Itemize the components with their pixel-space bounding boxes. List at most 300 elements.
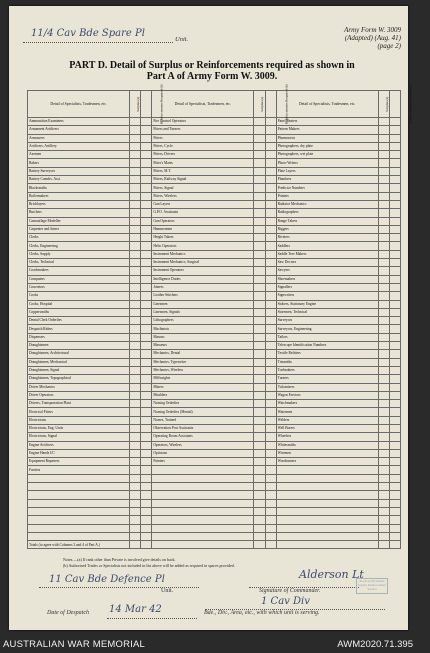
surplus-cell[interactable] xyxy=(130,524,141,532)
surplus-cell[interactable] xyxy=(378,516,389,524)
reinforcement-cell[interactable] xyxy=(265,516,276,524)
surplus-cell[interactable] xyxy=(130,383,141,391)
reinforcement-cell[interactable] xyxy=(265,225,276,233)
surplus-total-cell[interactable] xyxy=(378,541,389,549)
surplus-cell[interactable] xyxy=(130,391,141,399)
surplus-cell[interactable] xyxy=(254,400,265,408)
surplus-cell[interactable] xyxy=(378,126,389,134)
surplus-cell[interactable] xyxy=(254,176,265,184)
reinforcement-cell[interactable] xyxy=(141,192,152,200)
reinforcement-total-cell[interactable] xyxy=(389,541,400,549)
reinforcement-cell[interactable] xyxy=(389,209,400,217)
surplus-cell[interactable] xyxy=(254,449,265,457)
surplus-cell[interactable] xyxy=(254,491,265,499)
surplus-cell[interactable] xyxy=(254,441,265,449)
reinforcement-cell[interactable] xyxy=(141,184,152,192)
surplus-cell[interactable] xyxy=(254,184,265,192)
reinforcement-cell[interactable] xyxy=(265,483,276,491)
surplus-cell[interactable] xyxy=(130,516,141,524)
reinforcement-cell[interactable] xyxy=(265,366,276,374)
surplus-cell[interactable] xyxy=(378,466,389,474)
surplus-cell[interactable] xyxy=(378,491,389,499)
surplus-cell[interactable] xyxy=(130,408,141,416)
reinforcement-cell[interactable] xyxy=(389,225,400,233)
reinforcement-cell[interactable] xyxy=(265,242,276,250)
reinforcement-cell[interactable] xyxy=(389,474,400,482)
reinforcement-cell[interactable] xyxy=(141,250,152,258)
surplus-cell[interactable] xyxy=(378,333,389,341)
surplus-cell[interactable] xyxy=(254,300,265,308)
surplus-cell[interactable] xyxy=(254,391,265,399)
reinforcement-cell[interactable] xyxy=(389,424,400,432)
surplus-cell[interactable] xyxy=(130,167,141,175)
reinforcement-cell[interactable] xyxy=(389,200,400,208)
surplus-cell[interactable] xyxy=(254,259,265,267)
reinforcement-cell[interactable] xyxy=(389,325,400,333)
reinforcement-cell[interactable] xyxy=(389,259,400,267)
surplus-cell[interactable] xyxy=(378,441,389,449)
surplus-cell[interactable] xyxy=(130,317,141,325)
reinforcement-cell[interactable] xyxy=(141,483,152,491)
surplus-cell[interactable] xyxy=(254,507,265,515)
surplus-cell[interactable] xyxy=(254,275,265,283)
reinforcement-cell[interactable] xyxy=(389,151,400,159)
reinforcement-cell[interactable] xyxy=(141,424,152,432)
reinforcement-cell[interactable] xyxy=(141,433,152,441)
reinforcement-cell[interactable] xyxy=(141,333,152,341)
reinforcement-cell[interactable] xyxy=(265,192,276,200)
surplus-cell[interactable] xyxy=(378,292,389,300)
reinforcement-cell[interactable] xyxy=(389,375,400,383)
surplus-cell[interactable] xyxy=(378,342,389,350)
reinforcement-cell[interactable] xyxy=(389,308,400,316)
surplus-cell[interactable] xyxy=(378,234,389,242)
reinforcement-cell[interactable] xyxy=(265,433,276,441)
reinforcement-cell[interactable] xyxy=(265,499,276,507)
reinforcement-cell[interactable] xyxy=(141,267,152,275)
surplus-cell[interactable] xyxy=(378,300,389,308)
reinforcement-cell[interactable] xyxy=(389,507,400,515)
surplus-cell[interactable] xyxy=(254,408,265,416)
surplus-cell[interactable] xyxy=(378,400,389,408)
reinforcement-cell[interactable] xyxy=(265,424,276,432)
surplus-cell[interactable] xyxy=(130,176,141,184)
surplus-cell[interactable] xyxy=(254,433,265,441)
surplus-cell[interactable] xyxy=(254,118,265,126)
reinforcement-cell[interactable] xyxy=(141,532,152,540)
surplus-cell[interactable] xyxy=(378,483,389,491)
surplus-cell[interactable] xyxy=(378,267,389,275)
reinforcement-cell[interactable] xyxy=(389,317,400,325)
reinforcement-cell[interactable] xyxy=(141,366,152,374)
surplus-cell[interactable] xyxy=(378,225,389,233)
surplus-cell[interactable] xyxy=(130,259,141,267)
reinforcement-cell[interactable] xyxy=(265,118,276,126)
reinforcement-cell[interactable] xyxy=(389,242,400,250)
reinforcement-cell[interactable] xyxy=(265,134,276,142)
surplus-cell[interactable] xyxy=(130,151,141,159)
surplus-cell[interactable] xyxy=(254,458,265,466)
reinforcement-cell[interactable] xyxy=(141,491,152,499)
surplus-cell[interactable] xyxy=(378,532,389,540)
reinforcement-cell[interactable] xyxy=(389,250,400,258)
reinforcement-cell[interactable] xyxy=(389,217,400,225)
surplus-cell[interactable] xyxy=(130,126,141,134)
reinforcement-cell[interactable] xyxy=(141,474,152,482)
reinforcement-cell[interactable] xyxy=(389,433,400,441)
surplus-cell[interactable] xyxy=(378,366,389,374)
surplus-cell[interactable] xyxy=(254,333,265,341)
reinforcement-cell[interactable] xyxy=(389,333,400,341)
surplus-cell[interactable] xyxy=(130,275,141,283)
reinforcement-cell[interactable] xyxy=(141,350,152,358)
surplus-cell[interactable] xyxy=(130,532,141,540)
reinforcement-cell[interactable] xyxy=(141,524,152,532)
surplus-cell[interactable] xyxy=(378,159,389,167)
surplus-cell[interactable] xyxy=(130,234,141,242)
reinforcement-cell[interactable] xyxy=(141,151,152,159)
reinforcement-cell[interactable] xyxy=(141,142,152,150)
reinforcement-cell[interactable] xyxy=(265,300,276,308)
reinforcement-cell[interactable] xyxy=(141,167,152,175)
surplus-cell[interactable] xyxy=(130,483,141,491)
reinforcement-cell[interactable] xyxy=(265,391,276,399)
reinforcement-cell[interactable] xyxy=(389,234,400,242)
surplus-cell[interactable] xyxy=(378,192,389,200)
surplus-cell[interactable] xyxy=(378,375,389,383)
surplus-cell[interactable] xyxy=(130,499,141,507)
surplus-cell[interactable] xyxy=(254,474,265,482)
surplus-cell[interactable] xyxy=(378,134,389,142)
reinforcement-cell[interactable] xyxy=(389,184,400,192)
surplus-cell[interactable] xyxy=(254,325,265,333)
surplus-cell[interactable] xyxy=(378,449,389,457)
surplus-cell[interactable] xyxy=(130,375,141,383)
reinforcement-cell[interactable] xyxy=(389,516,400,524)
surplus-cell[interactable] xyxy=(378,217,389,225)
reinforcement-cell[interactable] xyxy=(265,449,276,457)
surplus-cell[interactable] xyxy=(378,383,389,391)
reinforcement-cell[interactable] xyxy=(265,200,276,208)
surplus-cell[interactable] xyxy=(378,358,389,366)
surplus-cell[interactable] xyxy=(130,250,141,258)
reinforcement-cell[interactable] xyxy=(141,342,152,350)
reinforcement-cell[interactable] xyxy=(389,167,400,175)
reinforcement-cell[interactable] xyxy=(265,383,276,391)
surplus-cell[interactable] xyxy=(254,366,265,374)
surplus-cell[interactable] xyxy=(130,491,141,499)
surplus-cell[interactable] xyxy=(254,466,265,474)
surplus-cell[interactable] xyxy=(254,167,265,175)
surplus-cell[interactable] xyxy=(130,458,141,466)
reinforcement-cell[interactable] xyxy=(141,516,152,524)
reinforcement-cell[interactable] xyxy=(265,176,276,184)
reinforcement-cell[interactable] xyxy=(389,391,400,399)
surplus-cell[interactable] xyxy=(130,292,141,300)
surplus-cell[interactable] xyxy=(130,424,141,432)
reinforcement-cell[interactable] xyxy=(389,458,400,466)
surplus-cell[interactable] xyxy=(130,400,141,408)
surplus-cell[interactable] xyxy=(254,209,265,217)
reinforcement-cell[interactable] xyxy=(141,209,152,217)
reinforcement-cell[interactable] xyxy=(265,474,276,482)
reinforcement-cell[interactable] xyxy=(141,118,152,126)
surplus-cell[interactable] xyxy=(378,524,389,532)
reinforcement-cell[interactable] xyxy=(265,159,276,167)
surplus-cell[interactable] xyxy=(130,300,141,308)
surplus-cell[interactable] xyxy=(254,225,265,233)
reinforcement-cell[interactable] xyxy=(389,416,400,424)
reinforcement-cell[interactable] xyxy=(265,217,276,225)
reinforcement-cell[interactable] xyxy=(141,507,152,515)
surplus-cell[interactable] xyxy=(130,267,141,275)
surplus-cell[interactable] xyxy=(254,250,265,258)
reinforcement-cell[interactable] xyxy=(141,441,152,449)
reinforcement-cell[interactable] xyxy=(389,134,400,142)
reinforcement-cell[interactable] xyxy=(389,383,400,391)
surplus-cell[interactable] xyxy=(254,151,265,159)
surplus-cell[interactable] xyxy=(378,118,389,126)
surplus-cell[interactable] xyxy=(130,449,141,457)
reinforcement-cell[interactable] xyxy=(389,449,400,457)
reinforcement-cell[interactable] xyxy=(265,267,276,275)
reinforcement-cell[interactable] xyxy=(141,217,152,225)
surplus-cell[interactable] xyxy=(254,342,265,350)
reinforcement-cell[interactable] xyxy=(265,491,276,499)
reinforcement-cell[interactable] xyxy=(141,325,152,333)
surplus-cell[interactable] xyxy=(378,250,389,258)
surplus-total-cell[interactable] xyxy=(130,541,141,549)
reinforcement-cell[interactable] xyxy=(141,200,152,208)
reinforcement-cell[interactable] xyxy=(265,308,276,316)
surplus-cell[interactable] xyxy=(130,358,141,366)
surplus-cell[interactable] xyxy=(254,424,265,432)
surplus-cell[interactable] xyxy=(254,134,265,142)
reinforcement-cell[interactable] xyxy=(389,342,400,350)
reinforcement-cell[interactable] xyxy=(141,317,152,325)
reinforcement-cell[interactable] xyxy=(389,292,400,300)
reinforcement-cell[interactable] xyxy=(389,491,400,499)
reinforcement-cell[interactable] xyxy=(389,192,400,200)
surplus-cell[interactable] xyxy=(378,458,389,466)
surplus-cell[interactable] xyxy=(130,333,141,341)
surplus-cell[interactable] xyxy=(130,474,141,482)
reinforcement-cell[interactable] xyxy=(389,283,400,291)
reinforcement-cell[interactable] xyxy=(141,383,152,391)
reinforcement-cell[interactable] xyxy=(141,283,152,291)
reinforcement-cell[interactable] xyxy=(389,142,400,150)
surplus-cell[interactable] xyxy=(378,184,389,192)
reinforcement-cell[interactable] xyxy=(389,350,400,358)
surplus-cell[interactable] xyxy=(378,433,389,441)
surplus-cell[interactable] xyxy=(378,142,389,150)
reinforcement-cell[interactable] xyxy=(389,524,400,532)
surplus-cell[interactable] xyxy=(130,441,141,449)
reinforcement-cell[interactable] xyxy=(265,283,276,291)
surplus-cell[interactable] xyxy=(378,416,389,424)
surplus-cell[interactable] xyxy=(378,308,389,316)
surplus-cell[interactable] xyxy=(378,275,389,283)
reinforcement-cell[interactable] xyxy=(141,358,152,366)
surplus-cell[interactable] xyxy=(254,358,265,366)
reinforcement-cell[interactable] xyxy=(141,292,152,300)
surplus-cell[interactable] xyxy=(130,466,141,474)
surplus-cell[interactable] xyxy=(254,375,265,383)
surplus-cell[interactable] xyxy=(254,200,265,208)
surplus-cell[interactable] xyxy=(254,192,265,200)
surplus-cell[interactable] xyxy=(254,532,265,540)
surplus-cell[interactable] xyxy=(130,192,141,200)
reinforcement-cell[interactable] xyxy=(389,126,400,134)
surplus-cell[interactable] xyxy=(254,283,265,291)
surplus-cell[interactable] xyxy=(378,200,389,208)
surplus-cell[interactable] xyxy=(254,142,265,150)
surplus-cell[interactable] xyxy=(378,507,389,515)
reinforcement-cell[interactable] xyxy=(389,176,400,184)
reinforcement-cell[interactable] xyxy=(265,358,276,366)
surplus-cell[interactable] xyxy=(378,350,389,358)
reinforcement-cell[interactable] xyxy=(265,466,276,474)
surplus-cell[interactable] xyxy=(130,283,141,291)
reinforcement-cell[interactable] xyxy=(265,441,276,449)
reinforcement-cell[interactable] xyxy=(141,300,152,308)
reinforcement-cell[interactable] xyxy=(389,300,400,308)
reinforcement-cell[interactable] xyxy=(389,366,400,374)
reinforcement-cell[interactable] xyxy=(389,483,400,491)
reinforcement-total-cell[interactable] xyxy=(265,541,276,549)
surplus-cell[interactable] xyxy=(254,499,265,507)
surplus-cell[interactable] xyxy=(130,433,141,441)
reinforcement-cell[interactable] xyxy=(265,142,276,150)
surplus-cell[interactable] xyxy=(254,308,265,316)
reinforcement-cell[interactable] xyxy=(265,325,276,333)
reinforcement-cell[interactable] xyxy=(141,159,152,167)
reinforcement-cell[interactable] xyxy=(265,275,276,283)
reinforcement-cell[interactable] xyxy=(265,524,276,532)
surplus-cell[interactable] xyxy=(130,308,141,316)
surplus-cell[interactable] xyxy=(130,142,141,150)
surplus-cell[interactable] xyxy=(254,524,265,532)
reinforcement-cell[interactable] xyxy=(141,126,152,134)
surplus-total-cell[interactable] xyxy=(254,541,265,549)
surplus-cell[interactable] xyxy=(254,126,265,134)
surplus-cell[interactable] xyxy=(378,283,389,291)
surplus-cell[interactable] xyxy=(378,259,389,267)
reinforcement-cell[interactable] xyxy=(141,308,152,316)
reinforcement-cell[interactable] xyxy=(265,317,276,325)
reinforcement-cell[interactable] xyxy=(265,416,276,424)
surplus-cell[interactable] xyxy=(378,474,389,482)
surplus-cell[interactable] xyxy=(130,507,141,515)
surplus-cell[interactable] xyxy=(378,176,389,184)
reinforcement-cell[interactable] xyxy=(265,167,276,175)
reinforcement-cell[interactable] xyxy=(141,234,152,242)
surplus-cell[interactable] xyxy=(254,292,265,300)
reinforcement-cell[interactable] xyxy=(141,242,152,250)
surplus-cell[interactable] xyxy=(254,350,265,358)
surplus-cell[interactable] xyxy=(130,342,141,350)
reinforcement-cell[interactable] xyxy=(265,234,276,242)
surplus-cell[interactable] xyxy=(378,209,389,217)
surplus-cell[interactable] xyxy=(130,159,141,167)
surplus-cell[interactable] xyxy=(254,234,265,242)
surplus-cell[interactable] xyxy=(254,217,265,225)
surplus-cell[interactable] xyxy=(378,317,389,325)
reinforcement-cell[interactable] xyxy=(141,499,152,507)
reinforcement-cell[interactable] xyxy=(141,449,152,457)
reinforcement-cell[interactable] xyxy=(389,358,400,366)
surplus-cell[interactable] xyxy=(254,483,265,491)
reinforcement-cell[interactable] xyxy=(141,134,152,142)
reinforcement-cell[interactable] xyxy=(265,507,276,515)
surplus-cell[interactable] xyxy=(130,366,141,374)
surplus-cell[interactable] xyxy=(378,151,389,159)
reinforcement-cell[interactable] xyxy=(265,250,276,258)
reinforcement-cell[interactable] xyxy=(265,292,276,300)
reinforcement-cell[interactable] xyxy=(389,441,400,449)
surplus-cell[interactable] xyxy=(254,159,265,167)
reinforcement-cell[interactable] xyxy=(389,532,400,540)
reinforcement-cell[interactable] xyxy=(141,408,152,416)
reinforcement-cell[interactable] xyxy=(265,375,276,383)
surplus-cell[interactable] xyxy=(378,499,389,507)
reinforcement-cell[interactable] xyxy=(265,184,276,192)
reinforcement-cell[interactable] xyxy=(389,408,400,416)
reinforcement-cell[interactable] xyxy=(265,209,276,217)
reinforcement-cell[interactable] xyxy=(389,466,400,474)
reinforcement-cell[interactable] xyxy=(389,499,400,507)
reinforcement-total-cell[interactable] xyxy=(141,541,152,549)
reinforcement-cell[interactable] xyxy=(265,333,276,341)
reinforcement-cell[interactable] xyxy=(141,458,152,466)
surplus-cell[interactable] xyxy=(254,516,265,524)
reinforcement-cell[interactable] xyxy=(265,400,276,408)
surplus-cell[interactable] xyxy=(378,167,389,175)
reinforcement-cell[interactable] xyxy=(389,118,400,126)
surplus-cell[interactable] xyxy=(130,217,141,225)
reinforcement-cell[interactable] xyxy=(141,259,152,267)
reinforcement-cell[interactable] xyxy=(141,375,152,383)
surplus-cell[interactable] xyxy=(378,408,389,416)
surplus-cell[interactable] xyxy=(130,325,141,333)
surplus-cell[interactable] xyxy=(254,242,265,250)
surplus-cell[interactable] xyxy=(378,424,389,432)
surplus-cell[interactable] xyxy=(130,225,141,233)
reinforcement-cell[interactable] xyxy=(265,532,276,540)
reinforcement-cell[interactable] xyxy=(141,416,152,424)
surplus-cell[interactable] xyxy=(254,317,265,325)
surplus-cell[interactable] xyxy=(254,267,265,275)
reinforcement-cell[interactable] xyxy=(141,275,152,283)
surplus-cell[interactable] xyxy=(130,184,141,192)
surplus-cell[interactable] xyxy=(130,209,141,217)
surplus-cell[interactable] xyxy=(130,118,141,126)
surplus-cell[interactable] xyxy=(130,416,141,424)
surplus-cell[interactable] xyxy=(378,242,389,250)
reinforcement-cell[interactable] xyxy=(265,458,276,466)
reinforcement-cell[interactable] xyxy=(141,466,152,474)
surplus-cell[interactable] xyxy=(254,383,265,391)
surplus-cell[interactable] xyxy=(130,242,141,250)
reinforcement-cell[interactable] xyxy=(389,159,400,167)
reinforcement-cell[interactable] xyxy=(141,176,152,184)
reinforcement-cell[interactable] xyxy=(265,350,276,358)
surplus-cell[interactable] xyxy=(130,350,141,358)
reinforcement-cell[interactable] xyxy=(389,275,400,283)
reinforcement-cell[interactable] xyxy=(141,391,152,399)
reinforcement-cell[interactable] xyxy=(389,267,400,275)
reinforcement-cell[interactable] xyxy=(389,400,400,408)
